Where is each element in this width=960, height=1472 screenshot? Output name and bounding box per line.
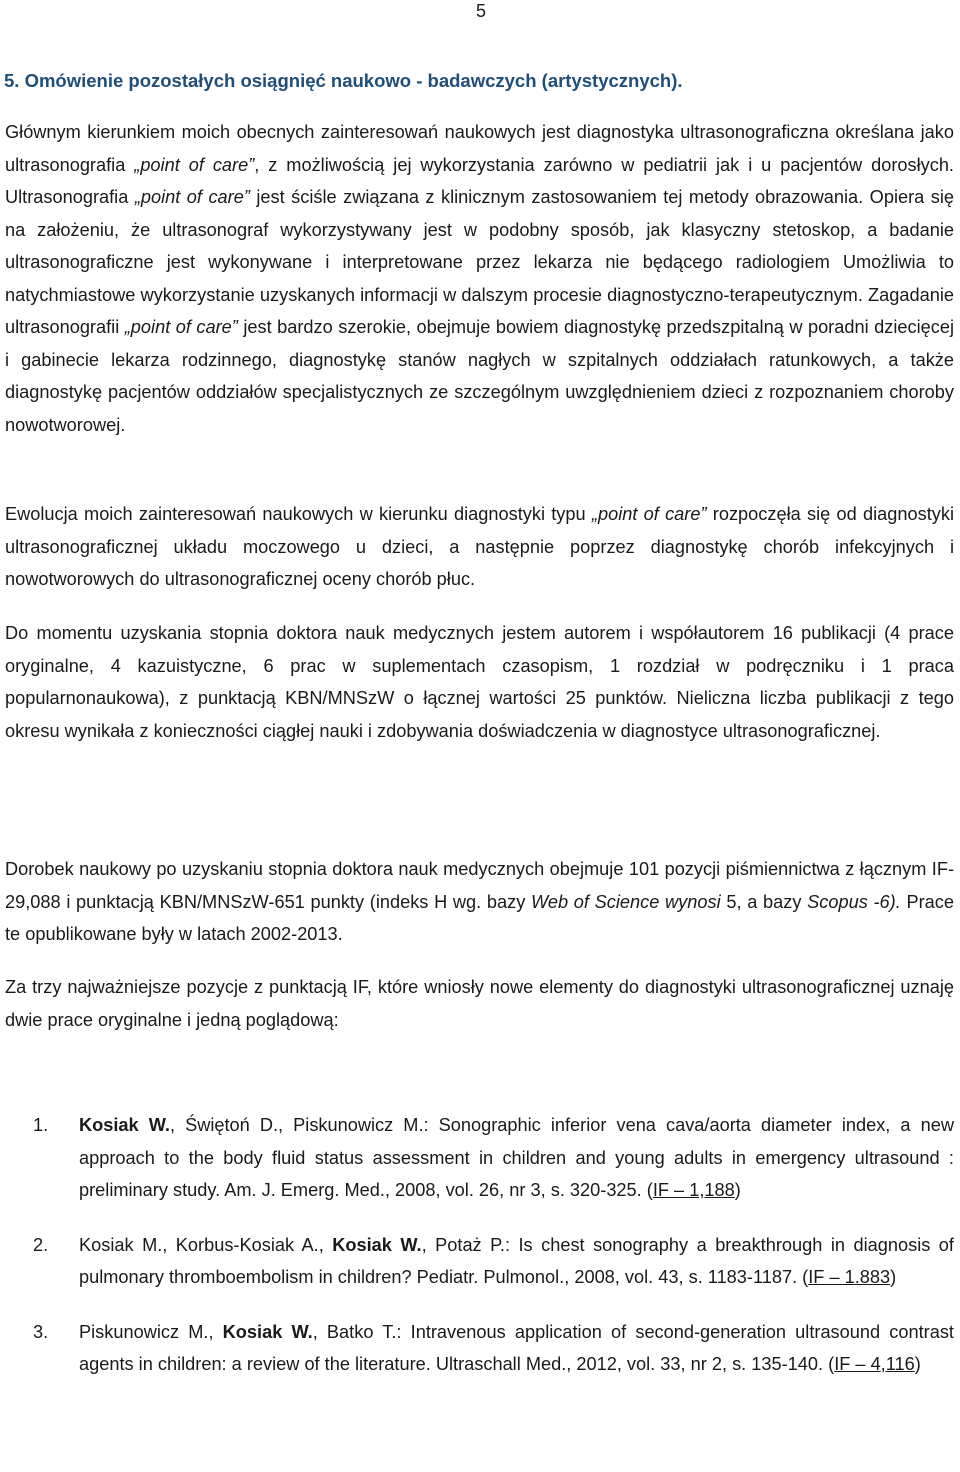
reference-item [0, 1316, 954, 1381]
page-number: 5 [475, 1, 486, 21]
reference-list [0, 1109, 954, 1403]
text-run: ) [734, 1180, 741, 1200]
italic-term: „point of care” [591, 504, 707, 524]
paragraph-top-publications-intro: Za trzy najważniejsze pozycje z punktacją IF, które wniosły nowe elementy do diagnostyki ultrasonograficznej uznaję dwie prace oryginalne i jedną poglądową: [5, 977, 954, 1030]
reference-number: 3. [33, 1321, 49, 1342]
italic-term: Scopus -6). [807, 891, 901, 912]
italic-term: „point of care” [134, 154, 255, 175]
paragraph-scientific-output [5, 853, 954, 951]
text-run: Głównym kierunkiem moich obecnych zainteresowań naukowych jest diagnostyka ultrasonograficzna określana jako ultrasonografia [5, 122, 954, 175]
text-run: jest ściśle związana z klinicznym zastosowaniem tej metody obrazowania. Opiera się na założeniu, że ultrasonograf wykorzystywany jest w podobny sposób, jak klasyczny stetoskop, a badanie ultrasonograficzne jest wykonywane i interpretowane przez lekarza nie będącego radiologiem Umożliwia to natychmiastowe wykorzystanie uzyskanych informacji w dalszym procesie diagnostyczno-terapeutycznym. Zagadanie ultrasonografii [5, 187, 955, 337]
text-run: , Świętoń D., Piskunowicz M.: Sonographic inferior vena cava/aorta diameter index, a new approach to the body fluid status assessment in children and young adults in emergency ultrasound : preliminary study. Am. J. Emerg. Med., 2008, vol. 26, nr 3, s. 320-325. ( [79, 1115, 954, 1200]
text-run: 5, a bazy [720, 891, 808, 912]
impact-factor: IF – 4,116 [834, 1354, 915, 1374]
text-run: Ewolucja moich zainteresowań naukowych w kierunku diagnostyki typu [5, 504, 592, 524]
text-run: Prace te opublikowane były w latach 2002-2013. [5, 891, 954, 944]
text-run: , z możliwością jej wykorzystania zarówno w pediatrii jak i u pacjentów dorosłych. Ultrasonografia [5, 154, 954, 207]
italic-term: Web of Science wynosi [531, 891, 721, 912]
text-run: ) [890, 1267, 897, 1287]
text-run: , Potaż P.: Is chest sonography a breakthrough in diagnosis of pulmonary thromboembolism in children? Pediatr. Pulmonol., 2008, vol. 43, s. 1183-1187. ( [79, 1234, 954, 1287]
text-run: rozpoczęła się od diagnostyki ultrasonograficznej układu moczowego u dzieci, a następnie poprzez diagnostykę chorób infekcyjnych i nowotworowych do ultrasonograficznej oceny chorób płuc. [5, 504, 954, 589]
section-heading: 5. Omówienie pozostałych osiągnięć naukowo - badawczych (artystycznych). [4, 70, 683, 91]
reference-text [79, 1229, 954, 1294]
author-highlight: Kosiak W. [222, 1321, 313, 1342]
text-run: Dorobek naukowy po uzyskaniu stopnia doktora nauk medycznych obejmuje 101 pozycji piśmiennictwa z łącznym IF-29,088 i punktacją KBN/MNSzW-651 punkty (indeks H wg. bazy [5, 859, 954, 912]
reference-text [79, 1109, 954, 1207]
paragraph-evolution [5, 498, 954, 596]
paragraph-research-focus [5, 116, 954, 441]
italic-term: „point of care” [124, 317, 238, 337]
text-run: jest bardzo szerokie, obejmuje bowiem diagnostykę przedszpitalną w poradni dziecięcej i gabinecie lekarza rodzinnego, diagnostykę stanów nagłych w szpitalnych oddziałach ratunkowych, a także diagnostykę pacjentów oddziałów specjalistycznych ze szczególnym uwzględnieniem dzieci z rozpoznaniem choroby nowotworowej. [5, 317, 954, 435]
author-highlight: Kosiak W. [79, 1115, 170, 1135]
reference-number: 1. [33, 1115, 49, 1135]
text-run: Piskunowicz M., [79, 1321, 223, 1342]
text-run: , Batko T.: Intravenous application of second-generation ultrasound contrast agents in children: a review of the literature. Ultraschall Med., 2012, vol. 33, nr 2, s. 135-140. ( [79, 1321, 954, 1374]
impact-factor: IF – 1,188 [652, 1180, 735, 1200]
impact-factor: IF – 1.883 [808, 1267, 891, 1287]
reference-item [0, 1229, 954, 1294]
italic-term: „point of care” [134, 187, 250, 207]
author-highlight: Kosiak W. [332, 1234, 422, 1255]
reference-item [0, 1109, 954, 1207]
text-run: Kosiak M., Korbus-Kosiak A., [79, 1234, 333, 1255]
text-run: ) [914, 1354, 921, 1374]
paragraph-doctorate-publications: Do momentu uzyskania stopnia doktora nauk medycznych jestem autorem i współautorem 16 publikacji (4 prace oryginalne, 4 kazuistyczne, 6 prac w suplementach czasopism, 1 rozdział w podręczniku i 1 praca popularnonaukowa), z punktacją KBN/MNSzW o łącznej wartości 25 punktów. Nieliczna liczba publikacji z tego okresu wynikała z konieczności ciągłej nauki i zdobywania doświadczenia w diagnostyce ultrasonograficznej. [5, 623, 954, 741]
reference-number: 2. [33, 1234, 49, 1255]
reference-text [79, 1316, 954, 1381]
